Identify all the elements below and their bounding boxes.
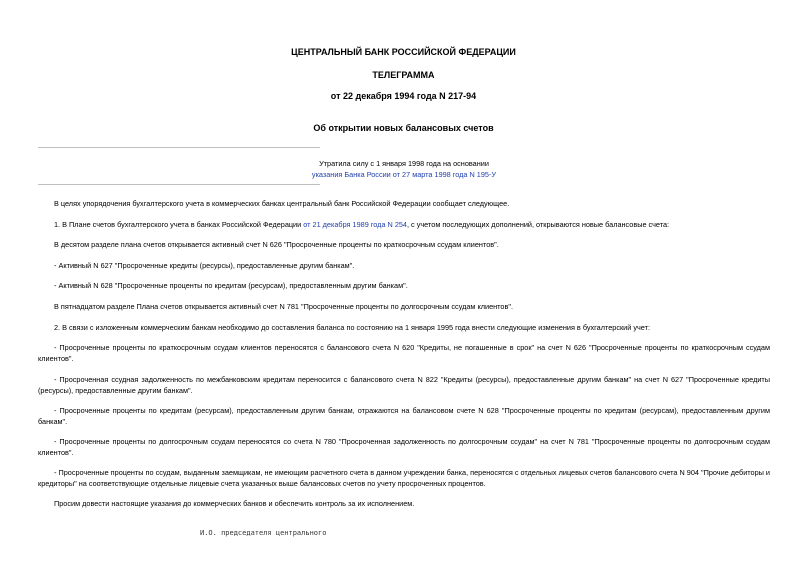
status-note-text: Утратила силу с 1 января 1998 года на основании [319, 159, 489, 168]
divider-top [38, 147, 320, 148]
item-2-paragraph: 2. В связи с изложенным коммерческим банкам необходимо до составления баланса по состоянию на 1 января 1995 года внести следующие изменения в бухгалтерский учет: [54, 323, 650, 332]
change-5-paragraph: - Просроченные проценты по ссудам, выданным заемщикам, не имеющим расчетного счета в данном учреждении банка, переносятся с отдельных лицевых счетов балансового счета N 904 "Прочие дебиторы и кредиторы" на соответствующие отдельные лицевые счета указанных выше балансовых счетов по учету просроченных процентов. [38, 468, 770, 488]
section-15-paragraph: В пятнадцатом разделе Плана счетов открывается активный счет N 781 "Просроченные проценты по долгосрочным ссудам клиентов". [54, 302, 513, 311]
document-type-heading: ТЕЛЕГРАММА [372, 70, 435, 80]
issuer-heading: ЦЕНТРАЛЬНЫЙ БАНК РОССИЙСКОЙ ФЕДЕРАЦИИ [291, 47, 516, 57]
document-title: Об открытии новых балансовых счетов [313, 123, 494, 133]
change-1-paragraph: - Просроченные проценты по краткосрочным ссудам клиентов переносятся с балансового счета N 620 "Кредиты, не погашенные в срок" на счет N 626 "Просроченные проценты по краткосрочным ссудам клиентов". [38, 343, 770, 363]
repeal-order-link[interactable]: указания Банка России от 27 марта 1998 года N 195-У [311, 170, 497, 179]
item-1-prefix: 1. В Плане счетов бухгалтерского учета в банках Российской Федерации [54, 220, 304, 229]
change-4-paragraph: - Просроченные проценты по долгосрочным ссудам переносятся со счета N 780 "Просроченная задолженность по долгосрочным ссудам" на счет N 781 "Просроченные проценты по долгосрочным ссудам клиентов". [38, 437, 770, 457]
document-date-heading: от 22 декабря 1994 года N 217-94 [330, 91, 477, 101]
accounts-plan-link[interactable]: от 21 декабря 1989 года N 254 [303, 220, 407, 229]
signature-line: И.О. председателя центрального [200, 529, 327, 537]
change-3-paragraph: - Просроченные проценты по кредитам (ресурсам), предоставленным другим банкам, отражаются на балансовом счете N 628 "Просроченные проценты по кредитам (ресурсам), предоставленным другим банкам". [38, 406, 770, 426]
change-2-paragraph: - Просроченная ссудная задолженность по межбанковским кредитам переносится с балансового счета N 822 "Кредиты (ресурсы), предоставленные другим банкам" на счет N 627 "Просроченные кредиты (ресурсы), предоставленные другим банкам". [38, 375, 770, 395]
account-628-paragraph: - Активный N 628 "Просроченные проценты по кредитам (ресурсам), предоставленным другим банкам". [54, 281, 408, 290]
section-10-paragraph: В десятом разделе плана счетов открывается активный счет N 626 "Просроченные проценты по краткосрочным ссудам клиентов". [54, 240, 499, 249]
closing-paragraph: Просим довести настоящие указания до коммерческих банков и обеспечить контроль за их исполнением. [54, 499, 415, 508]
item-1-suffix: , с учетом последующих дополнений, открываются новые балансовые счета: [407, 220, 670, 229]
divider-bottom [38, 184, 320, 185]
status-note-link-line [225, 169, 583, 180]
intro-paragraph: В целях упорядочения бухгалтерского учета в коммерческих банках центральный банк Российской Федерации сообщает следующее. [54, 199, 510, 208]
item-1-paragraph [38, 219, 770, 230]
account-627-paragraph: - Активный N 627 "Просроченные кредиты (ресурсы), предоставленные другим банкам". [54, 261, 355, 270]
